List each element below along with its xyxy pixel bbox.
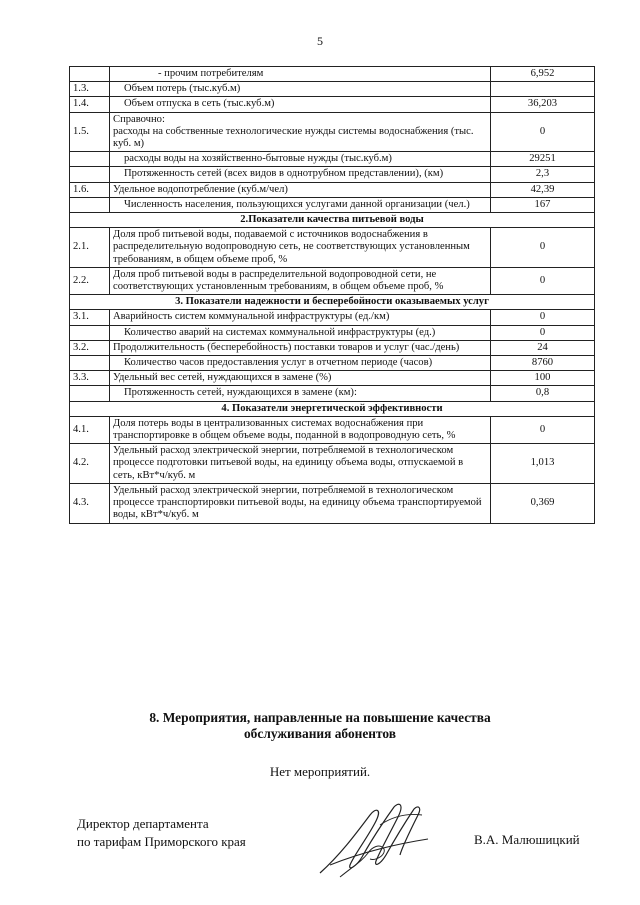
table-row xyxy=(70,483,595,523)
indicator-name: Доля проб питьевой воды в распределительной водопроводной сети, не соответствующих установленным требованиям, в общем объеме проб, % xyxy=(110,267,491,294)
indicator-name: - прочим потребителям xyxy=(110,67,491,82)
indicator-name: Аварийность систем коммунальной инфраструктуры (ед./км) xyxy=(110,310,491,325)
indicator-value: 42,39 xyxy=(491,182,595,197)
row-number: 3.1. xyxy=(70,310,110,325)
indicator-value: 100 xyxy=(491,371,595,386)
table-row xyxy=(70,310,595,325)
table-row xyxy=(70,356,595,371)
table-row xyxy=(70,67,595,82)
table-row xyxy=(70,167,595,182)
row-number xyxy=(70,386,110,401)
row-number: 1.5. xyxy=(70,112,110,152)
table-row xyxy=(70,371,595,386)
section-header-row xyxy=(70,213,595,228)
indicator-value: 0 xyxy=(491,310,595,325)
table-row xyxy=(70,228,595,268)
indicator-name: Доля потерь воды в централизованных системах водоснабжения при транспортировке в общем объеме воды, поданной в водопроводную сеть, % xyxy=(110,416,491,443)
indicators-table-body xyxy=(70,67,595,524)
indicator-name: Справочно: расходы на собственные технологические нужды системы водоснабжения (тыс. куб. м) xyxy=(110,112,491,152)
table-row xyxy=(70,340,595,355)
indicator-name: Протяженность сетей, нуждающихся в замене (км): xyxy=(110,386,491,401)
indicator-value: 0 xyxy=(491,267,595,294)
page-number: 5 xyxy=(317,34,323,48)
row-number xyxy=(70,356,110,371)
indicator-name: Удельный расход электрической энергии, потребляемой в технологическом процессе подготовки питьевой воды, на единицу объема воды, отпускаемой в сеть, кВт*ч/куб. м xyxy=(110,444,491,484)
row-number: 2.2. xyxy=(70,267,110,294)
indicator-name: Объем потерь (тыс.куб.м) xyxy=(110,82,491,97)
indicator-value xyxy=(491,82,595,97)
row-number: 4.3. xyxy=(70,483,110,523)
table-row xyxy=(70,444,595,484)
signatory-position-line2: по тарифам Приморского края xyxy=(77,834,246,849)
row-number xyxy=(70,325,110,340)
indicator-name: расходы воды на хозяйственно-бытовые нужды (тыс.куб.м) xyxy=(110,152,491,167)
row-number: 1.4. xyxy=(70,97,110,112)
indicator-value: 2,3 xyxy=(491,167,595,182)
row-number: 1.6. xyxy=(70,182,110,197)
section-8-title-line2: обслуживания абонентов xyxy=(243,726,397,741)
indicator-name: Удельный вес сетей, нуждающихся в замене (%) xyxy=(110,371,491,386)
table-row xyxy=(70,97,595,112)
indicator-name: Доля проб питьевой воды, подаваемой с источников водоснабжения в распределительную водопроводную сеть, не соответствующих установленным требованиям, в общем объеме проб, % xyxy=(110,228,491,268)
signatory-position-line1: Директор департамента xyxy=(77,816,209,831)
table-row xyxy=(70,267,595,294)
section-title: 3. Показатели надежности и бесперебойности оказываемых услуг xyxy=(70,295,595,310)
indicator-value: 24 xyxy=(491,340,595,355)
indicators-table xyxy=(69,66,595,524)
row-number: 1.3. xyxy=(70,82,110,97)
section-8-heading xyxy=(0,710,640,742)
indicator-value: 6,952 xyxy=(491,67,595,82)
row-number: 4.1. xyxy=(70,416,110,443)
indicator-value: 0,8 xyxy=(491,386,595,401)
table-row xyxy=(70,112,595,152)
table-row xyxy=(70,82,595,97)
section-8-title-line1: 8. Мероприятия, направленные на повышение качества xyxy=(149,710,491,725)
indicator-name: Количество аварий на системах коммунальной инфраструктуры (ед.) xyxy=(110,325,491,340)
signatory-position xyxy=(77,815,246,851)
row-number: 4.2. xyxy=(70,444,110,484)
section-header-row xyxy=(70,401,595,416)
section-title: 2.Показатели качества питьевой воды xyxy=(70,213,595,228)
signatory-name: В.А. Малюшицкий xyxy=(474,832,580,847)
indicator-value: 29251 xyxy=(491,152,595,167)
table-row xyxy=(70,325,595,340)
indicator-value: 167 xyxy=(491,197,595,212)
row-number xyxy=(70,67,110,82)
indicator-name: Удельный расход электрической энергии, потребляемой в технологическом процессе транспортировки питьевой воды, на единицу объема транспортируемой воды, кВт*ч/куб. м xyxy=(110,483,491,523)
indicator-name: Удельное водопотребление (куб.м/чел) xyxy=(110,182,491,197)
indicator-name: Объем отпуска в сеть (тыс.куб.м) xyxy=(110,97,491,112)
indicator-value: 8760 xyxy=(491,356,595,371)
row-number xyxy=(70,167,110,182)
row-number: 3.3. xyxy=(70,371,110,386)
table-row xyxy=(70,386,595,401)
section-8-text: Нет мероприятий. xyxy=(269,764,371,779)
table-row xyxy=(70,152,595,167)
indicator-name: Продолжительность (бесперебойность) поставки товаров и услуг (час./день) xyxy=(110,340,491,355)
indicator-value: 0 xyxy=(491,112,595,152)
indicator-value: 0 xyxy=(491,325,595,340)
indicator-name: Протяженность сетей (всех видов в однотрубном представлении), (км) xyxy=(110,167,491,182)
table-row xyxy=(70,182,595,197)
section-header-row xyxy=(70,295,595,310)
row-number: 2.1. xyxy=(70,228,110,268)
indicator-value: 1,013 xyxy=(491,444,595,484)
row-number: 3.2. xyxy=(70,340,110,355)
indicator-value: 0 xyxy=(491,228,595,268)
table-row xyxy=(70,197,595,212)
row-number xyxy=(70,152,110,167)
indicator-value: 0,369 xyxy=(491,483,595,523)
table-row xyxy=(70,416,595,443)
indicator-name: Численность населения, пользующихся услугами данной организации (чел.) xyxy=(110,197,491,212)
section-title: 4. Показатели энергетической эффективности xyxy=(70,401,595,416)
handwritten-signature xyxy=(310,795,440,885)
indicator-value: 0 xyxy=(491,416,595,443)
indicator-name: Количество часов предоставления услуг в отчетном периоде (часов) xyxy=(110,356,491,371)
indicator-value: 36,203 xyxy=(491,97,595,112)
row-number xyxy=(70,197,110,212)
